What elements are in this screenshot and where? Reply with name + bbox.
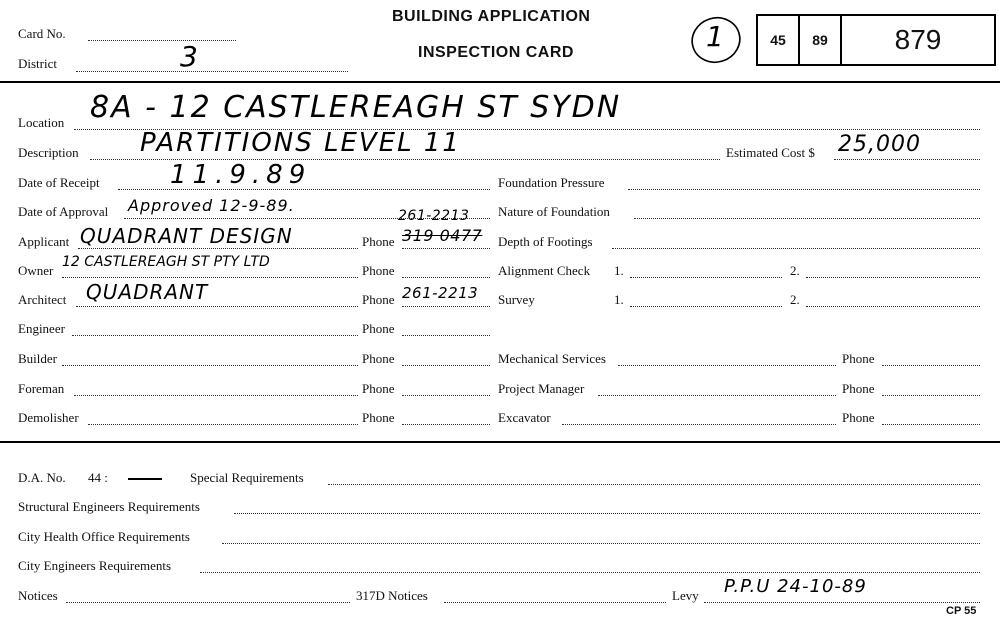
da-no-dash: [128, 478, 162, 480]
nature-foundation-label: Nature of Foundation: [498, 204, 610, 219]
special-requirements-line: [328, 484, 980, 485]
notices-label: Notices: [18, 588, 58, 603]
excavator-phone-line: [882, 424, 980, 425]
demolisher-line: [88, 424, 358, 425]
applicant-phone-top: 261-2213: [398, 208, 470, 224]
description-value: PARTITIONS LEVEL 11: [140, 128, 461, 158]
foundation-pressure-line: [628, 189, 980, 190]
health-line: [222, 543, 980, 544]
ref-main: 879: [894, 24, 942, 55]
description-label: Description: [18, 145, 79, 160]
date-receipt-label: Date of Receipt: [18, 175, 100, 190]
mechanical-label: Mechanical Services: [498, 351, 606, 366]
demolisher-phone-label: Phone: [362, 410, 395, 425]
applicant-phone-line: [402, 248, 490, 249]
title-line-2: INSPECTION CARD: [418, 44, 574, 61]
architect-line: [76, 306, 358, 307]
project-manager-phone-line: [882, 395, 980, 396]
survey-item-1-line: [630, 306, 782, 307]
reference-box: [756, 14, 996, 66]
builder-line: [62, 365, 358, 366]
engineer-line: [72, 335, 358, 336]
excavator-label: Excavator: [498, 410, 551, 425]
survey-item-2-label: 2.: [790, 292, 800, 307]
title-line-1: BUILDING APPLICATION: [392, 8, 591, 25]
city-engineers-label: City Engineers Requirements: [18, 558, 172, 573]
date-approval-label: Date of Approval: [18, 204, 109, 219]
owner-phone-label: Phone: [362, 263, 395, 278]
alignment-item-1-line: [630, 277, 782, 278]
applicant-label: Applicant: [18, 234, 70, 249]
da-no-value: 44 :: [88, 470, 108, 485]
foreman-label: Foreman: [18, 381, 65, 396]
architect-phone-line: [402, 306, 490, 307]
notices-317d-label: 317D Notices: [356, 588, 428, 603]
estimated-cost-line: [834, 159, 980, 160]
alignment-check-label: Alignment Check: [498, 263, 591, 278]
applicant-phone-label: Phone: [362, 234, 395, 249]
applicant-value: QUADRANT DESIGN: [80, 224, 293, 248]
builder-label: Builder: [18, 351, 57, 366]
structural-line: [234, 513, 980, 514]
estimated-cost-value: 25,000: [838, 132, 921, 157]
district-value: 3: [180, 40, 200, 73]
district-line: [76, 71, 348, 72]
foreman-line: [74, 395, 358, 396]
foreman-phone-label: Phone: [362, 381, 395, 396]
project-manager-line: [598, 395, 836, 396]
ref-a: 45: [758, 16, 800, 64]
structural-label: Structural Engineers Requirements: [18, 499, 200, 514]
owner-value: 12 CASTLEREAGH ST PTY LTD: [62, 254, 270, 270]
depth-footings-label: Depth of Footings: [498, 234, 593, 249]
applicant-phone-struck: 319 0477: [402, 226, 483, 245]
owner-label: Owner: [18, 263, 54, 278]
levy-line: [704, 602, 980, 603]
alignment-item-2-line: [806, 277, 980, 278]
excavator-phone-label: Phone: [842, 410, 875, 425]
survey-item-1-label: 1.: [614, 292, 624, 307]
alignment-item-1-label: 1.: [614, 263, 624, 278]
architect-phone-value: 261-2213: [402, 284, 479, 302]
demolisher-phone-line: [402, 424, 490, 425]
architect-label: Architect: [18, 292, 67, 307]
city-engineers-line: [200, 572, 980, 573]
levy-label: Levy: [672, 588, 699, 603]
location-value: 8A - 12 CASTLEREAGH ST SYDN: [90, 90, 622, 125]
location-label: Location: [18, 115, 65, 130]
project-manager-phone-label: Phone: [842, 381, 875, 396]
levy-value: P.P.U 24-10-89: [724, 576, 867, 597]
owner-line: [62, 277, 358, 278]
depth-footings-line: [612, 248, 980, 249]
excavator-line: [562, 424, 836, 425]
form-code: CP 55: [946, 605, 977, 617]
circled-number: 1: [706, 20, 726, 53]
date-approval-value: Approved 12-9-89.: [128, 196, 295, 215]
notices-line: [66, 602, 350, 603]
project-manager-label: Project Manager: [498, 381, 585, 396]
builder-phone-line: [402, 365, 490, 366]
engineer-phone-label: Phone: [362, 321, 395, 336]
demolisher-label: Demolisher: [18, 410, 79, 425]
architect-phone-label: Phone: [362, 292, 395, 307]
mechanical-phone-label: Phone: [842, 351, 875, 366]
card-no-label: Card No.: [18, 26, 66, 41]
alignment-item-2-label: 2.: [790, 263, 800, 278]
middle-rule: [0, 441, 1000, 443]
estimated-cost-label: Estimated Cost $: [726, 145, 815, 160]
architect-value: QUADRANT: [86, 280, 209, 304]
card-no-line: [88, 40, 236, 41]
foundation-pressure-label: Foundation Pressure: [498, 175, 605, 190]
mechanical-phone-line: [882, 365, 980, 366]
ref-b: 89: [800, 16, 842, 64]
foreman-phone-line: [402, 395, 490, 396]
notices-317d-line: [444, 602, 666, 603]
builder-phone-label: Phone: [362, 351, 395, 366]
engineer-phone-line: [402, 335, 490, 336]
engineer-label: Engineer: [18, 321, 65, 336]
mechanical-line: [618, 365, 836, 366]
top-rule: [0, 81, 1000, 83]
owner-phone-line: [402, 277, 490, 278]
date-receipt-value: 11.9.89: [170, 160, 312, 190]
survey-label: Survey: [498, 292, 535, 307]
health-label: City Health Office Requirements: [18, 529, 190, 544]
district-label: District: [18, 56, 57, 71]
nature-foundation-line: [634, 218, 980, 219]
survey-item-2-line: [806, 306, 980, 307]
special-requirements-label: Special Requirements: [190, 470, 304, 485]
applicant-line: [78, 248, 358, 249]
da-no-label: D.A. No.: [18, 470, 66, 485]
